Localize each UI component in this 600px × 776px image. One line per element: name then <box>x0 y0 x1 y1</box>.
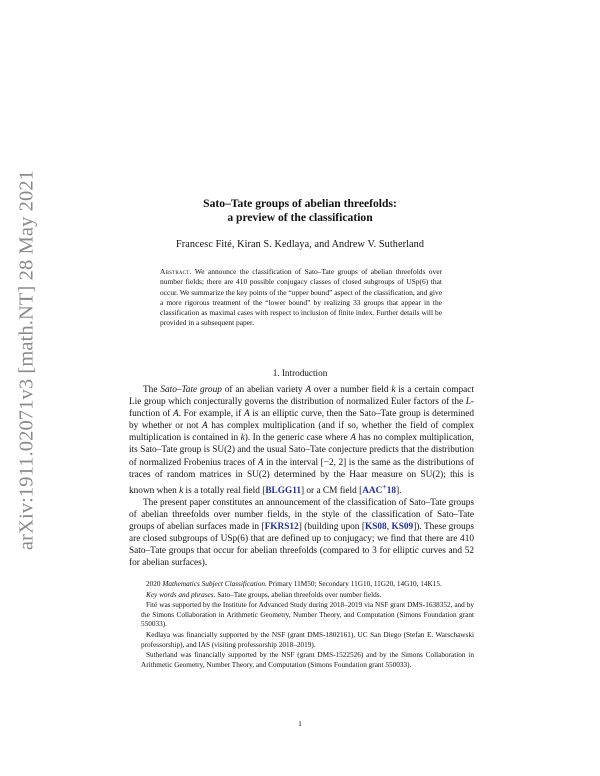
text-run: ] (building upon [ <box>298 522 365 533</box>
text-run: is an elliptic curve, then the Sato–Tate group is determined by whether or not <box>129 409 475 432</box>
footnote-keywords <box>141 591 474 601</box>
text-run: has no complex multiplication, its Sato–Tate group is SU(2) and the usual Sato–Tate conjecture predicts that the distribution of normalized Frobenius traces of <box>129 433 475 468</box>
paragraph-2 <box>129 497 474 570</box>
text-run: is a certain compact Lie group which conjecturally governs the distribution of normalized Euler factors of the <box>129 385 475 408</box>
citation-suffix: + <box>382 481 387 491</box>
text-run: of an abelian variety <box>221 385 306 395</box>
text-run: , <box>386 522 392 533</box>
math-var: k <box>391 385 396 395</box>
citation-link-blgg11[interactable]: BLGG11 <box>265 485 301 496</box>
math-var: A <box>173 409 179 420</box>
abstract-label: Abstract. <box>160 267 192 276</box>
text-run: ] or a CM field [ <box>300 485 363 496</box>
text-run: ). In the generic case where <box>244 433 351 444</box>
text-run: 2020 <box>146 580 163 588</box>
abstract <box>160 267 442 329</box>
text-run: Sato–Tate groups, abelian threefolds over number fields. <box>215 590 382 599</box>
citation-link-aac18[interactable] <box>362 481 397 496</box>
citation-link-ks08[interactable]: KS08 <box>364 522 387 533</box>
page-number: 1 <box>298 719 302 728</box>
footnote-msc <box>141 580 474 590</box>
paragraph-1 <box>129 384 474 497</box>
paper-title <box>150 197 450 225</box>
citation-link-ks09[interactable]: KS09 <box>391 522 414 533</box>
emphasis: Sato–Tate group <box>160 385 222 395</box>
text-run: Primary 11M50; Secondary 11G10, 11G20, 14G10, 14K15. <box>266 580 442 588</box>
text-run: ]. <box>396 485 402 496</box>
text-run: is a totally real field [ <box>183 485 266 496</box>
emphasis: Key words and phrases. <box>146 590 216 599</box>
math-var: A <box>305 385 312 395</box>
title-line-1: Sato–Tate groups of abelian threefolds: <box>203 197 397 210</box>
author-list: Francesc Fité, Kiran S. Kedlaya, and Andrew V. Sutherland <box>175 239 425 250</box>
section-heading-introduction: 1. Introduction <box>272 368 328 378</box>
text-run: The <box>143 385 161 395</box>
math-var: A <box>257 457 264 468</box>
math-var: A <box>350 433 356 444</box>
citation-link-fkrs12[interactable]: FKRS12 <box>264 522 299 533</box>
footnotes <box>141 580 474 671</box>
footnote-fite: Fité was supported by the Institute for Advanced Study during 2018–2019 via NSF grant DMS-1638352, and by the Simons Collaboration in Arithmetic Geometry, Number Theory, and Computation (Simons Foundation grant 550033). <box>141 601 474 629</box>
citation-key: AAC <box>362 485 383 496</box>
text-run: . For example, if <box>178 409 245 420</box>
text-run: -function of <box>129 397 474 420</box>
abstract-text: We announce the classification of Sato–Tate groups of abelian threefolds over number fields; there are 410 possible conjugacy classes of closed subgroups of USp(6) that occur. We summarize the key points of the “upper bound” aspect of the classification, and give a more rigorous treatment of the “lower bound” by realizing 33 groups that appear in the classification as maximal cases with respect to inclusion of finite index. Further details will be provided in a subsequent paper. <box>160 267 443 328</box>
arxiv-sidebar <box>10 150 44 570</box>
text-run: The present paper constitutes an announcement of the classification of Sato–Tate groups of abelian threefolds over number fields, in the style of the classification of Sato–Tate groups of abelian surfaces made in [ <box>129 497 474 533</box>
introduction-body <box>129 384 474 570</box>
math-var: L <box>465 397 471 408</box>
footnote-kedlaya: Kedlaya was financially supported by the NSF (grant DMS-1802161), UC San Diego (Stefan E. Warschawski professorship), and IAS (visiting professorship 2018–2019). <box>141 630 474 649</box>
math-var: k <box>240 433 245 444</box>
title-line-2: a preview of the classification <box>227 211 373 224</box>
citation-year: 18 <box>386 485 397 496</box>
math-var: A <box>202 421 208 432</box>
arxiv-identifier: arXiv:1911.02071v3 [math.NT] 28 May 2021 <box>15 169 38 551</box>
text-run: over a number field <box>311 385 392 395</box>
math-var: k <box>179 485 184 496</box>
math-var: A <box>244 409 250 420</box>
text-run: in the interval [−2, 2] is the same as the distributions of traces of random matrices in SU(2) determined by the Haar measure on SU(2); this is known when <box>129 457 474 496</box>
emphasis: Mathematics Subject Classification. <box>162 580 267 588</box>
footnote-sutherland: Sutherland was financially supported by the NSF (grant DMS-1522526) and by the Simons Collaboration in Arithmetic Geometry, Number Theory, and Computation (Simons Foundation grant 550033). <box>141 651 474 669</box>
text-run: ]). These groups are closed subgroups of USp(6) that are defined up to conjugacy; we find that there are 410 Sato–Tate groups that occur for abelian threefolds (compared to 3 for elliptic curves and 52 for abelian surfaces). <box>129 522 474 569</box>
text-run: has complex multiplication (and if so, whether the field of complex multiplication is contained in <box>129 421 474 444</box>
